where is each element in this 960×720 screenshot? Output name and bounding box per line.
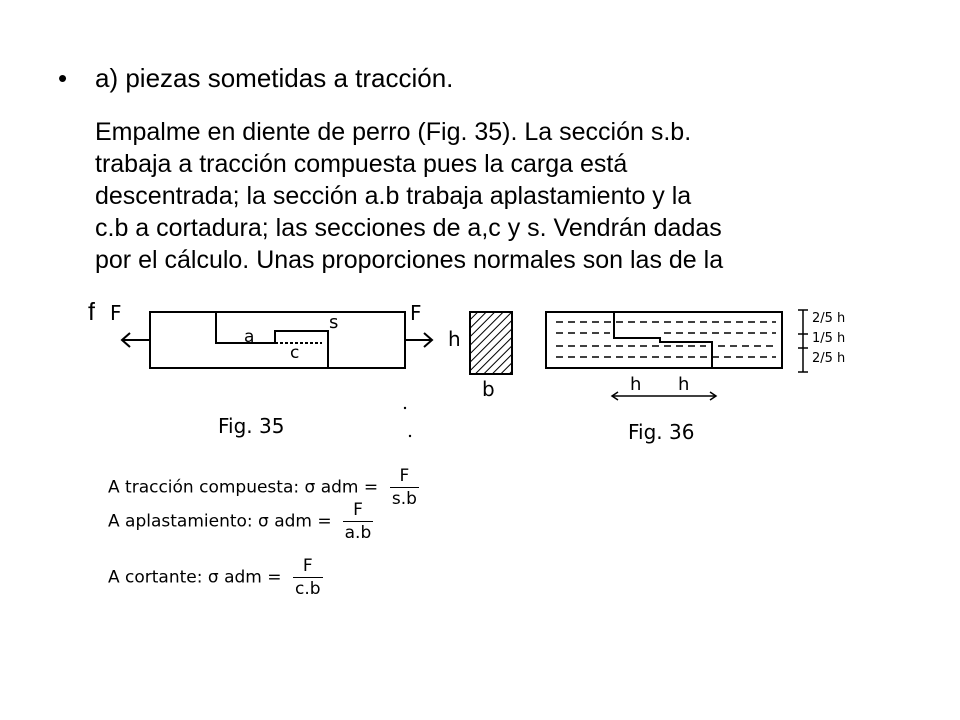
formula-label: A aplastamiento: (108, 511, 253, 532)
paragraph-line: por el cálculo. Unas proporciones normales son las de la (95, 246, 724, 274)
formula-aplastamiento (108, 500, 373, 543)
formula-numerator: F (343, 500, 373, 522)
formula-label: A tracción compuesta: (108, 477, 300, 498)
fig36-label-h2: h (678, 374, 690, 395)
formula-fraction (390, 466, 420, 509)
fig35-label-s: s (329, 312, 339, 333)
formula-symbol: σ adm = (207, 567, 282, 588)
bullet-text: a) piezas sometidas a tracción. (95, 63, 454, 93)
paragraph-line: descentrada; la sección a.b trabaja aplastamiento y la (95, 182, 692, 210)
fig36-ratio-mid: 1/5 h (812, 331, 846, 346)
fig35-label-left-f: F (110, 301, 122, 325)
fig36-caption: Fig. 36 (628, 420, 695, 444)
paragraph-line: Empalme en diente de perro (Fig. 35). La sección s.b. (95, 118, 692, 146)
formula-numerator: F (293, 556, 323, 578)
formula-denominator: c.b (295, 579, 321, 599)
formula-symbol: σ adm = (304, 477, 379, 498)
fig36-ratio-top: 2/5 h (812, 311, 846, 326)
formula-cortante (108, 556, 323, 599)
formula-fraction (293, 556, 323, 599)
fig35-label-b: b (482, 377, 495, 401)
fig36-ratio-bot: 2/5 h (812, 351, 846, 366)
paragraph-line: c.b a cortadura; las secciones de a,c y s. Vendrán dadas (95, 214, 722, 242)
fig35-outer-beam (150, 312, 405, 368)
paragraph-cut-line: f (88, 298, 95, 320)
formula-denominator: s.b (391, 489, 417, 509)
formula-fraction (343, 500, 373, 543)
fig35-label-right-f: F (410, 301, 422, 325)
formula-label: A cortante: (108, 567, 203, 588)
paragraph-line: trabaja a tracción compuesta pues la carga está (95, 150, 628, 178)
fig36-outer-beam (546, 312, 782, 368)
fig35-label-a: a (244, 327, 255, 347)
fig36-joint-line (614, 312, 712, 368)
formula-numerator: F (390, 466, 420, 488)
fig35-label-h: h (448, 327, 461, 351)
formula-denominator: a.b (344, 523, 372, 543)
fig35-label-c: c (290, 343, 300, 363)
fig35-cross-section (470, 312, 512, 374)
fig36-label-h1: h (630, 374, 642, 395)
fig35-joint-line (216, 312, 328, 368)
fig36-drawing (546, 310, 808, 400)
fig35-drawing (122, 312, 432, 368)
bullet-marker: • (58, 63, 68, 93)
fig35-caption: Fig. 35 (218, 414, 285, 438)
formula-symbol: σ adm = (258, 511, 332, 532)
